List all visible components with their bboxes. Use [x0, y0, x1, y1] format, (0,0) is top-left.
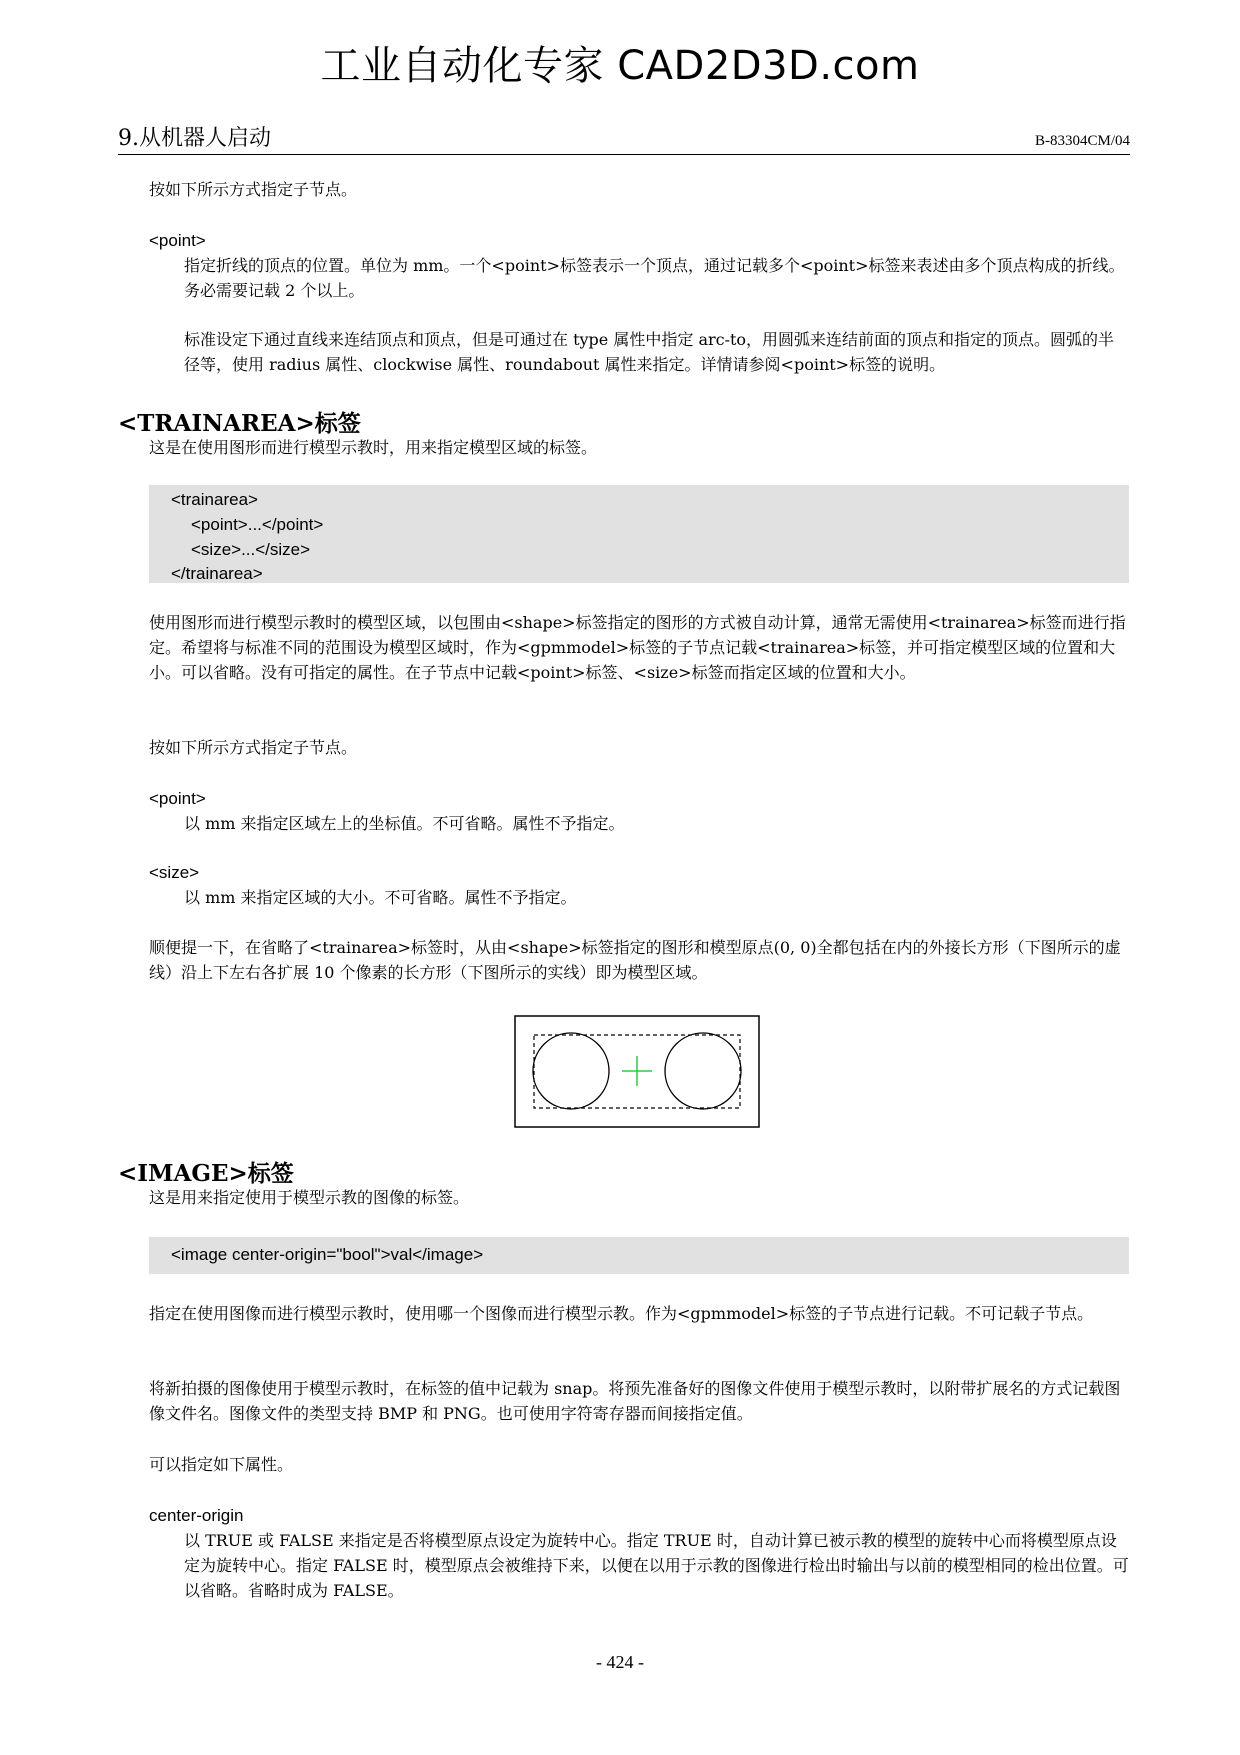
trainarea-note: 顺便提一下，在省略了<trainarea>标签时，从由<shape>标签指定的图形和模型原点(0, 0)全都包括在内的外接长方形（下图所示的虚线）沿上下左右各扩展 10 个像素的长方形（下图所示的实线）即为模型区域。: [149, 938, 1121, 982]
image-intro: 这是用来指定使用于模型示教的图像的标签。: [149, 1188, 470, 1207]
trainarea-point-description: 以 mm 来指定区域左上的坐标值。不可省略。属性不予指定。: [184, 814, 625, 833]
trainarea-size-term: <size>: [149, 863, 200, 882]
trainarea-intro: 这是在使用图形而进行模型示教时，用来指定模型区域的标签。: [149, 438, 598, 457]
image-code-block: [149, 1237, 1129, 1274]
trainarea-size-description: 以 mm 来指定区域的大小。不可省略。属性不予指定。: [184, 888, 577, 907]
watermark-title: 工业自动化专家 CAD2D3D.com: [320, 43, 920, 89]
point-arc-description: 标准设定下通过直线来连结顶点和顶点，但是可通过在 type 属性中指定 arc-to，用圆弧来连结前面的顶点和指定的顶点。圆弧的半径等，使用 radius 属性、clockwise 属性、roundabout 属性来指定。详情请参阅<point>标签的说明。: [184, 330, 1115, 374]
chapter-title: 9.从机器人启动: [118, 126, 271, 151]
page-number: - 424 -: [596, 1652, 644, 1672]
code-line: <trainarea>: [171, 490, 258, 509]
trainarea-child-intro: 按如下所示方式指定子节点。: [149, 738, 358, 757]
trainarea-paragraph: 使用图形而进行模型示教时的模型区域，以包围由<shape>标签指定的图形的方式被自动计算，通常无需使用<trainarea>标签而进行指定。希望将与标准不同的范围设为模型区域时，作为<gpmmodel>标签的子节点记载<trainarea>标签，并可指定模型区域的位置和大小。可以省略。没有可指定的属性。在子节点中记载<point>标签、<size>标签而指定区域的位置和大小。: [149, 613, 1126, 682]
code-line: </trainarea>: [171, 564, 263, 583]
point-term: <point>: [149, 231, 206, 250]
code-line: <image center-origin="bool">val</image>: [171, 1245, 484, 1264]
page-header: [118, 120, 1130, 155]
image-paragraph-1: 指定在使用图像而进行模型示教时，使用哪一个图像而进行模型示教。作为<gpmmodel>标签的子节点进行记载。不可记载子节点。: [149, 1304, 1094, 1323]
code-line: <size>...</size>: [191, 540, 311, 559]
child-node-intro: 按如下所示方式指定子节点。: [149, 180, 358, 199]
trainarea-code-block: [149, 485, 1129, 583]
trainarea-heading: <TRAINAREA>标签: [118, 410, 361, 437]
center-origin-term: center-origin: [149, 1506, 244, 1525]
code-line: <point>...</point>: [191, 515, 324, 534]
image-heading: <IMAGE>标签: [118, 1160, 294, 1187]
image-attr-intro: 可以指定如下属性。: [149, 1455, 294, 1474]
model-area-figure: [514, 1015, 760, 1128]
document-number: B-83304CM/04: [1034, 133, 1130, 149]
point-description: 指定折线的顶点的位置。单位为 mm。一个<point>标签表示一个顶点，通过记载多个<point>标签来表述由多个顶点构成的折线。务必需要记载 2 个以上。: [184, 256, 1125, 300]
center-origin-description: 以 TRUE 或 FALSE 来指定是否将模型原点设定为旋转中心。指定 TRUE 时，自动计算已被示教的模型的旋转中心而将模型原点设定为旋转中心。指定 FALSE 时，模型原点会被维持下来，以便在以用于示教的图像进行检出时输出与以前的模型相同的检出位置。可以省略。省略时成为 FALSE。: [184, 1531, 1129, 1600]
image-paragraph-2: 将新拍摄的图像使用于模型示教时，在标签的值中记载为 snap。将预先准备好的图像文件使用于模型示教时，以附带扩展名的方式记载图像文件名。图像文件的类型支持 BMP 和 PNG。也可使用字符寄存器而间接指定值。: [149, 1379, 1121, 1423]
trainarea-point-term: <point>: [149, 789, 206, 808]
